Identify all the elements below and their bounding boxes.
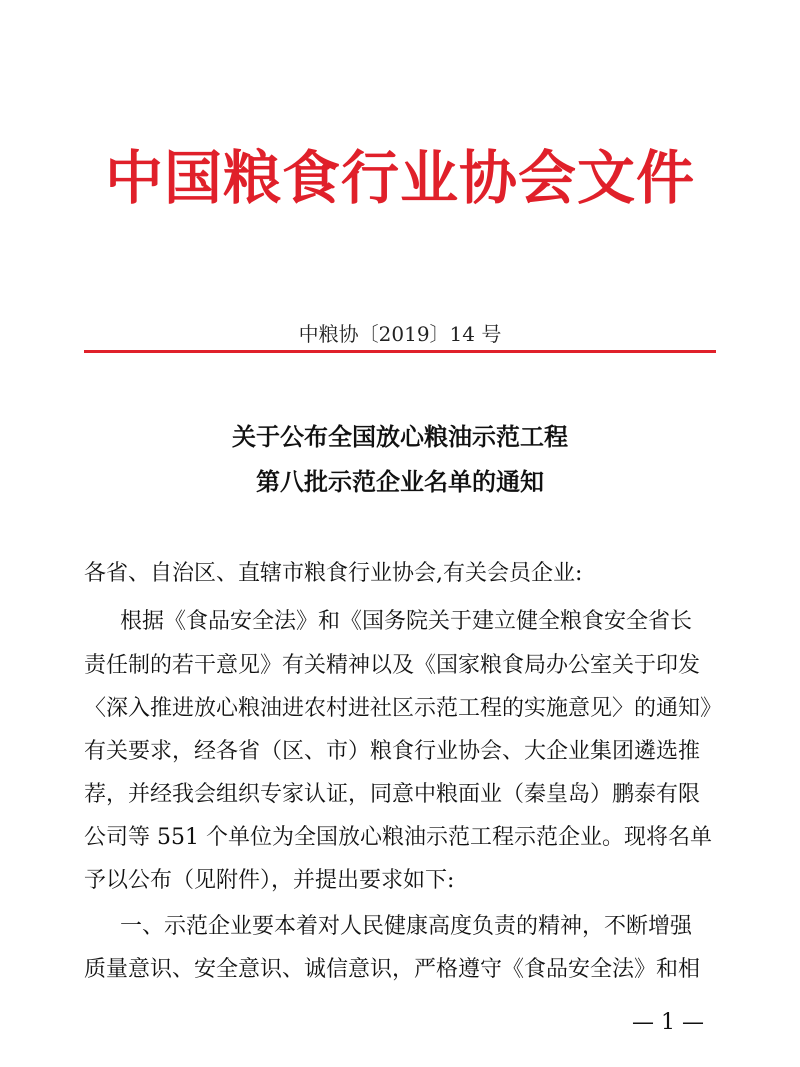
salutation: 各省、自治区、直辖市粮食行业协会,有关会员企业: — [84, 561, 583, 586]
body-line: 〈深入推进放心粮油进农村进社区示范工程的实施意见〉的通知》 — [84, 696, 723, 721]
header-divider — [84, 350, 716, 353]
body-line: 荐，并经我会组织专家认证，同意中粮面业（秦皇岛）鹏泰有限 — [84, 782, 701, 807]
document-header-title: 中国粮食行业协会文件 — [104, 144, 695, 212]
body-line: 公司等 551 个单位为全国放心粮油示范工程示范企业。现将名单 — [84, 825, 712, 850]
document-number: 中粮协〔2019〕14 号 — [298, 322, 502, 346]
subject-line-2: 第八批示范企业名单的通知 — [256, 467, 544, 496]
body-line: 责任制的若干意见》有关精神以及《国家粮食局办公室关于印发 — [84, 653, 701, 678]
subject-line-1: 关于公布全国放心粮油示范工程 — [232, 422, 568, 451]
body-line: 一、示范企业要本着对人民健康高度负责的精神，不断增强 — [120, 914, 693, 939]
body-line: 有关要求，经各省（区、市）粮食行业协会、大企业集团遴选推 — [84, 739, 701, 764]
body-line: 根据《食品安全法》和《国务院关于建立健全粮食安全省长 — [120, 609, 693, 634]
body-line: 质量意识、安全意识、诚信意识，严格遵守《食品安全法》和相 — [84, 957, 701, 982]
body-line: 予以公布（见附件），并提出要求如下: — [84, 868, 455, 893]
page-number: — 1 — — [632, 1010, 704, 1035]
